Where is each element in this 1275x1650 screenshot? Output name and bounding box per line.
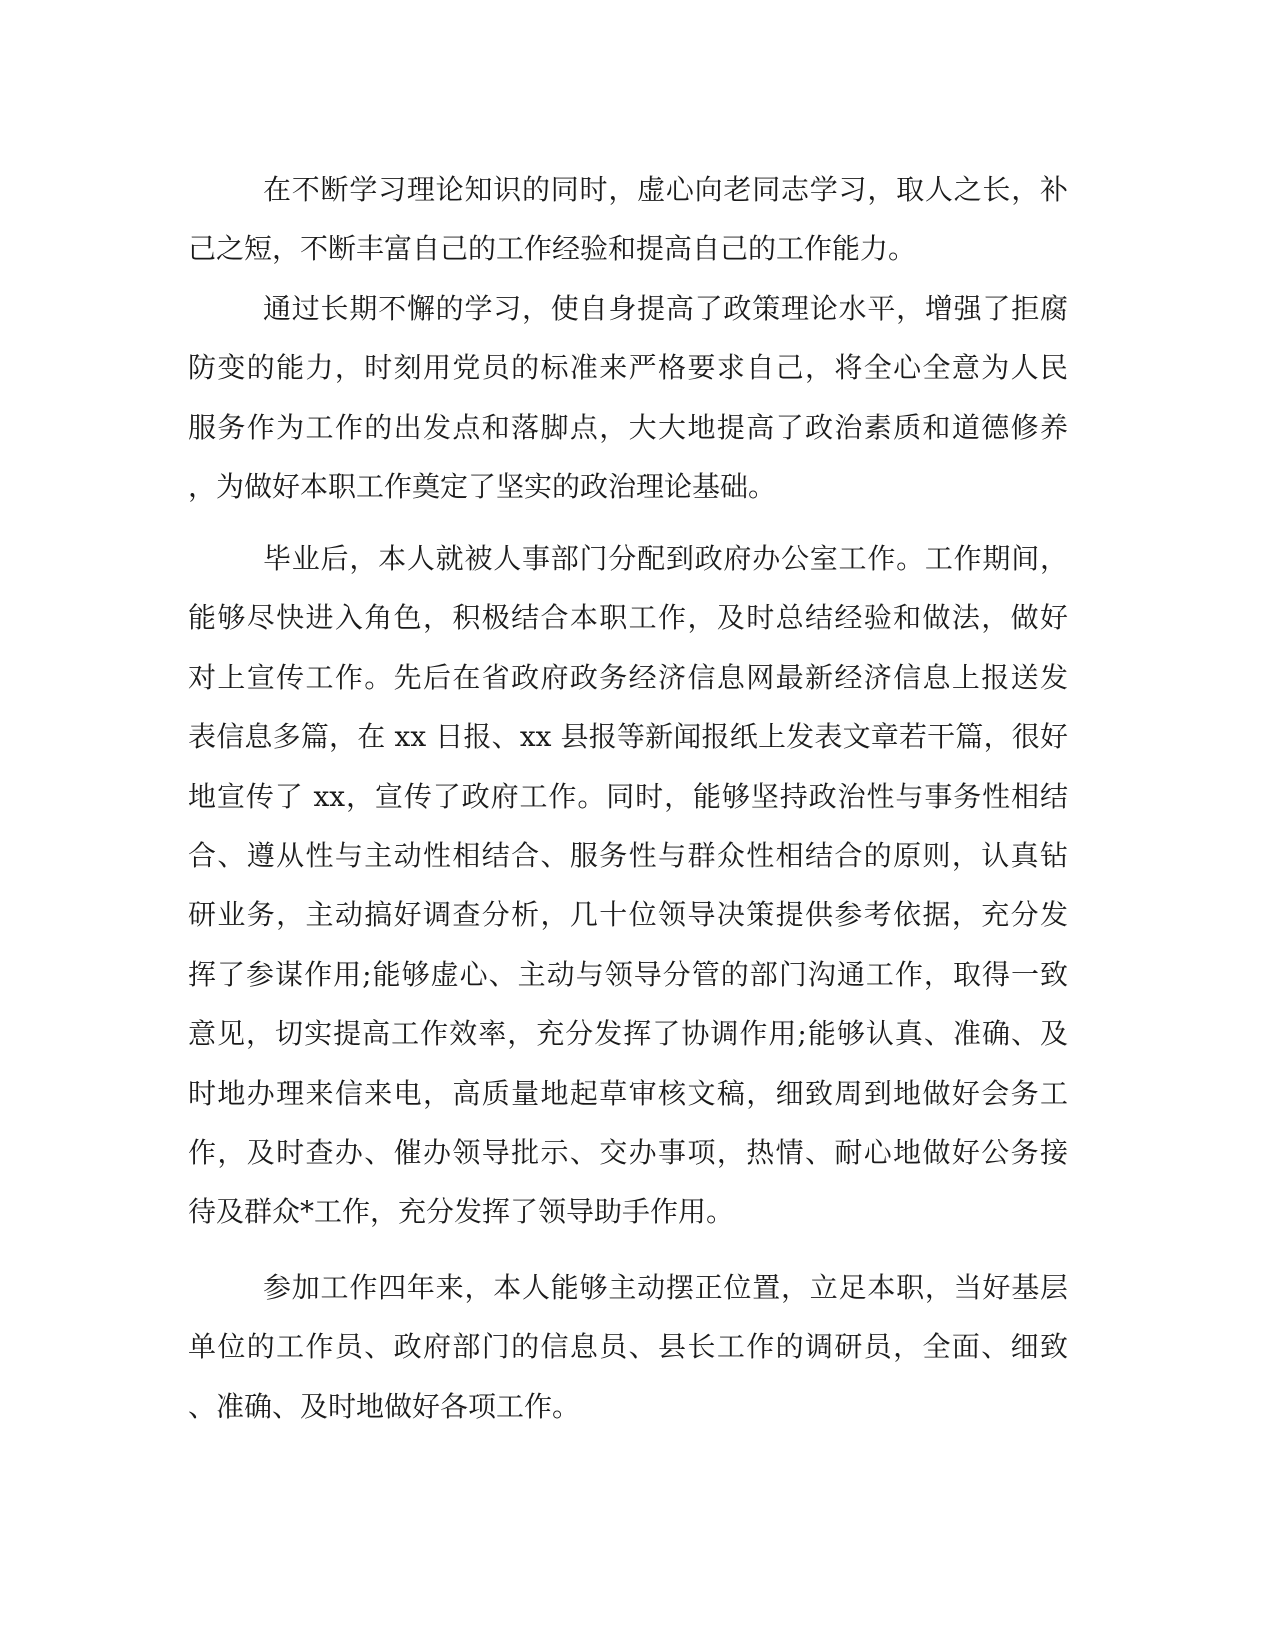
paragraph-line: 时地办理来信来电，高质量地起草审核文稿，细致周到地做好会务工 bbox=[188, 1076, 1068, 1110]
paragraph-line: 地宣传了 xx，宣传了政府工作。同时，能够坚持政治性与事务性相结 bbox=[188, 779, 1068, 813]
paragraph-line: 待及群众*工作，充分发挥了领导助手作用。 bbox=[188, 1195, 735, 1229]
paragraph-line: 参加工作四年来，本人能够主动摆正位置，立足本职，当好基层 bbox=[263, 1271, 1068, 1304]
paragraph-4 bbox=[188, 1258, 1068, 1436]
paragraph-line: 服务作为工作的出发点和落脚点，大大地提高了政治素质和道德修养 bbox=[188, 410, 1068, 444]
paragraph-line: 能够尽快进入角色，积极结合本职工作，及时总结经验和做法，做好 bbox=[188, 601, 1068, 635]
paragraph-line: 己之短，不断丰富自己的工作经验和提高自己的工作能力。 bbox=[188, 232, 917, 266]
paragraph-line: 防变的能力，时刻用党员的标准来严格要求自己，将全心全意为人民 bbox=[188, 351, 1068, 385]
paragraph-line: ，为做好本职工作奠定了坚实的政治理论基础。 bbox=[188, 470, 777, 504]
paragraph-line: 合、遵从性与主动性相结合、服务性与群众性相结合的原则，认真钻 bbox=[188, 838, 1068, 872]
paragraph-line: 对上宣传工作。先后在省政府政务经济信息网最新经济信息上报送发 bbox=[188, 660, 1068, 694]
paragraph-line: 毕业后，本人就被人事部门分配到政府办公室工作。工作期间， bbox=[263, 542, 1068, 575]
paragraph-line: 、准确、及时地做好各项工作。 bbox=[188, 1389, 581, 1423]
paragraph-3 bbox=[188, 529, 1068, 1242]
paragraph-1 bbox=[188, 160, 1068, 279]
paragraph-line: 单位的工作员、政府部门的信息员、县长工作的调研员，全面、细致 bbox=[188, 1330, 1068, 1364]
paragraph-line: 通过长期不懈的学习，使自身提高了政策理论水平，增强了拒腐 bbox=[263, 292, 1068, 325]
paragraph-line: 挥了参谋作用;能够虚心、主动与领导分管的部门沟通工作，取得一致 bbox=[188, 957, 1068, 991]
paragraph-line: 研业务，主动搞好调查分析，几十位领导决策提供参考依据，充分发 bbox=[188, 898, 1068, 932]
paragraph-line: 作，及时查办、催办领导批示、交办事项，热情、耐心地做好公务接 bbox=[188, 1135, 1068, 1169]
paragraph-2 bbox=[188, 279, 1068, 517]
paragraph-line: 意见，切实提高工作效率，充分发挥了协调作用;能够认真、准确、及 bbox=[188, 1017, 1068, 1051]
paragraph-line: 表信息多篇，在 xx 日报、xx 县报等新闻报纸上发表文章若干篇，很好 bbox=[188, 720, 1068, 754]
paragraph-line: 在不断学习理论知识的同时，虚心向老同志学习，取人之长，补 bbox=[263, 173, 1068, 206]
